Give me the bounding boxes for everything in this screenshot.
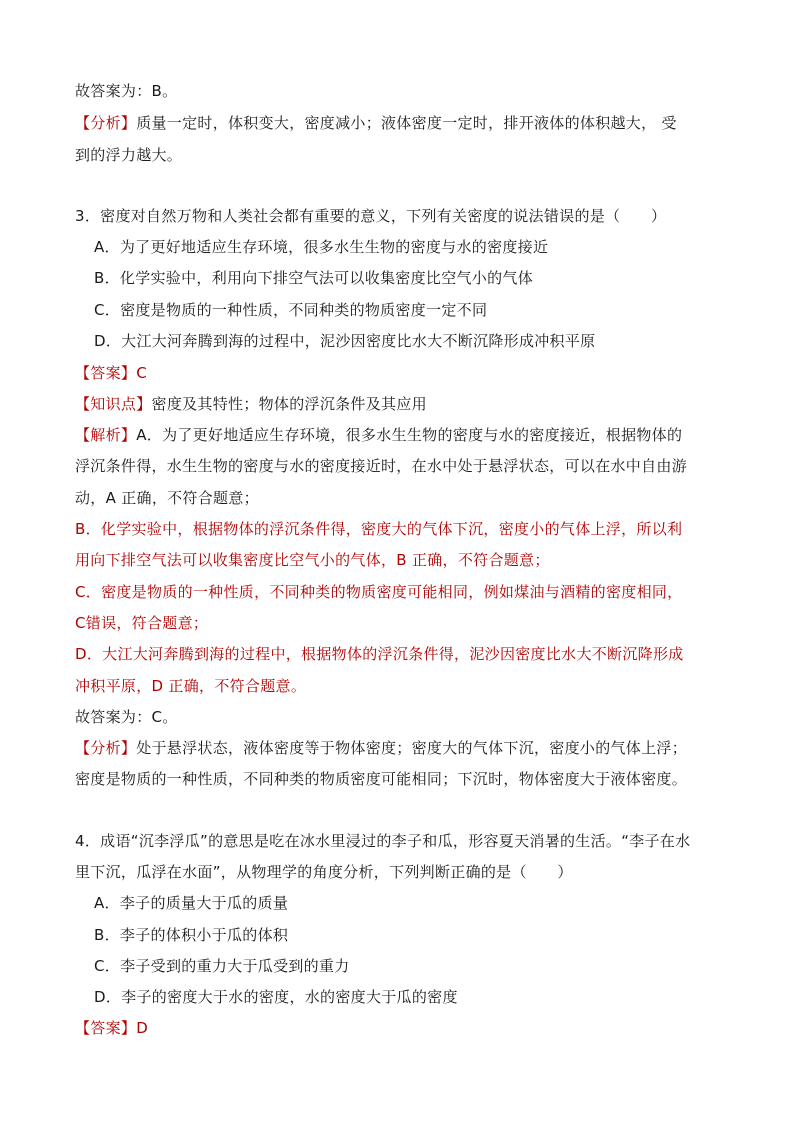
q3-explain-b-1: B．化学实验中，根据物体的浮沉条件得，密度大的气体下沉，密度小的气体上浮，所以利 xyxy=(75,520,683,538)
q3-knowledge-text: 密度及其特性；物体的浮沉条件及其应用 xyxy=(151,395,427,413)
q3-explain-tag: 【解析】 xyxy=(75,426,137,444)
q4-option-c: C．李子受到的重力大于瓜受到的重力 xyxy=(94,957,350,975)
q3-answer xyxy=(75,363,147,383)
q3-analysis-text-1: 处于悬浮状态，液体密度等于物体密度；密度大的气体下沉，密度小的气体上浮； xyxy=(136,739,688,757)
q3-answer-value: C xyxy=(136,364,147,382)
q3-explain-c-2: C错误，符合题意； xyxy=(75,614,209,632)
q3-final-answer: 故答案为：C。 xyxy=(75,708,178,726)
q4-option-d: D．李子的密度大于水的密度，水的密度大于瓜的密度 xyxy=(94,988,458,1006)
q4-stem-1: 4．成语“沉李浮瓜”的意思是吃在冰水里浸过的李子和瓜，形容夏天消暑的生活。“李子在水 xyxy=(75,832,691,850)
q3-stem: 3．密度对自然万物和人类社会都有重要的意义，下列有关密度的说法错误的是（ ） xyxy=(75,207,667,225)
q3-explain-d-2: 冲积平原，D 正确，不符合题意。 xyxy=(75,677,307,695)
q2-analysis-tag: 【分析】 xyxy=(75,114,137,132)
q3-option-a: A．为了更好地适应生存环境，很多水生生物的密度与水的密度接近 xyxy=(94,238,549,256)
q3-explain-a-text-1: A．为了更好地适应生存环境，很多水生生物的密度与水的密度接近，根据物体的 xyxy=(136,426,683,444)
q3-option-c: C．密度是物质的一种性质，不同种类的物质密度一定不同 xyxy=(94,301,488,319)
q3-explain-d-1: D．大江大河奔腾到海的过程中，根据物体的浮沉条件得，泥沙因密度比水大不断沉降形成 xyxy=(75,645,684,663)
q4-option-a: A．李子的质量大于瓜的质量 xyxy=(94,894,289,912)
q4-answer-tag: 【答案】 xyxy=(75,1019,137,1037)
q3-explain-b-2: 用向下排空气法可以收集密度比空气小的气体，B 正确，不符合题意； xyxy=(75,551,550,569)
q3-explain-a-1 xyxy=(75,425,682,445)
q3-explain-c-1: C．密度是物质的一种性质，不同种类的物质密度可能相同，例如煤油与酒精的密度相同， xyxy=(75,583,683,601)
q3-knowledge-tag: 【知识点】 xyxy=(75,395,152,413)
q3-explain-a-3: 动，A 正确，不符合题意； xyxy=(75,489,259,507)
q3-analysis-line-2: 密度是物质的一种性质，不同种类的物质密度可能相同；下沉时，物体密度大于液体密度。 xyxy=(75,770,688,788)
q4-stem-2: 里下沉，瓜浮在水面”，从物理学的角度分析，下列判断正确的是（ ） xyxy=(75,863,573,881)
q2-analysis-line-1 xyxy=(75,113,677,133)
q3-answer-tag: 【答案】 xyxy=(75,364,137,382)
q3-analysis-line-1 xyxy=(75,738,687,758)
q4-answer xyxy=(75,1018,148,1038)
q2-answer-line: 故答案为：B。 xyxy=(75,82,178,100)
q3-option-b: B．化学实验中，利用向下排空气法可以收集密度比空气小的气体 xyxy=(94,269,533,287)
q3-analysis-tag: 【分析】 xyxy=(75,739,137,757)
q3-explain-a-2: 浮沉条件得，水生生物的密度与水的密度接近时，在水中处于悬浮状态，可以在水中自由游 xyxy=(75,457,688,475)
q4-option-b: B．李子的体积小于瓜的体积 xyxy=(94,926,289,944)
q2-analysis-line-2: 到的浮力越大。 xyxy=(75,146,183,164)
q3-option-d: D．大江大河奔腾到海的过程中，泥沙因密度比水大不断沉降形成冲积平原 xyxy=(94,332,596,350)
q3-knowledge xyxy=(75,394,427,414)
q2-analysis-text-1: 质量一定时，体积变大，密度减小；液体密度一定时，排开液体的体积越大， 受 xyxy=(136,114,677,132)
q4-answer-value: D xyxy=(136,1019,149,1037)
